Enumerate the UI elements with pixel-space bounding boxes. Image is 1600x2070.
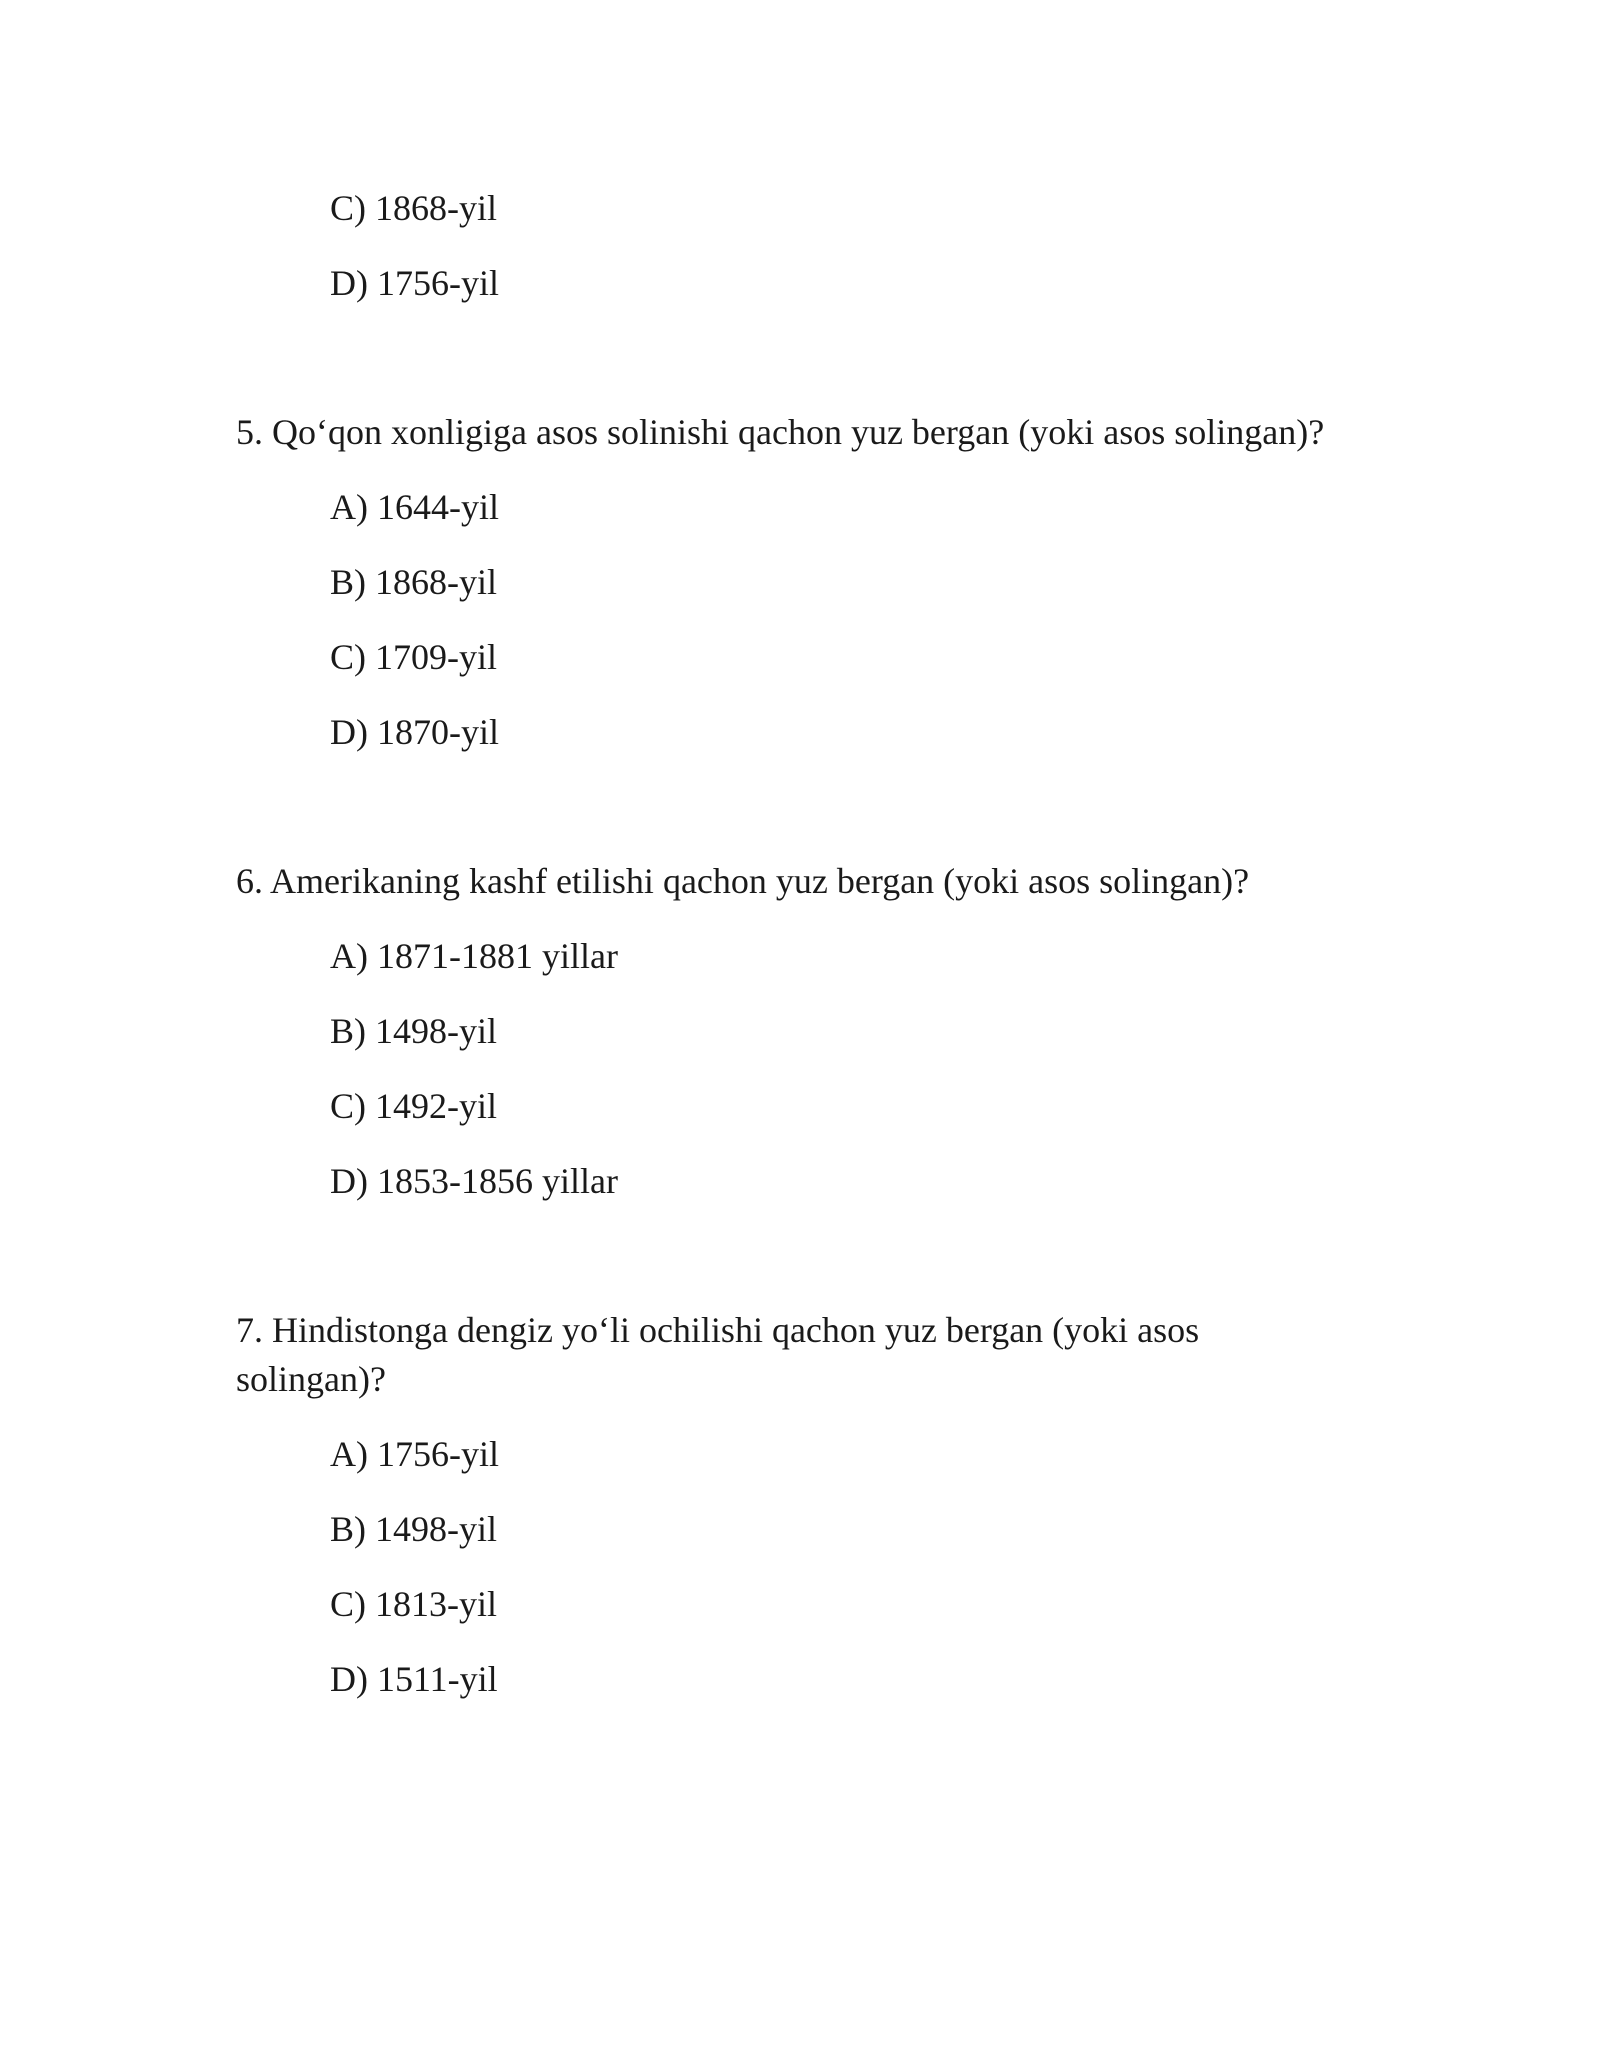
answer-option: B) 1498-yil xyxy=(330,1509,497,1549)
answer-option: C) 1868-yil xyxy=(330,188,497,228)
question-text: 7. Hindistonga dengiz yo‘li ochilishi qachon yuz bergan (yoki asos xyxy=(236,1310,1200,1350)
question-text: 6. Amerikaning kashf etilishi qachon yuz bergan (yoki asos solingan)? xyxy=(236,861,1250,901)
answer-option: A) 1871-1881 yillar xyxy=(330,936,618,976)
answer-option: C) 1492-yil xyxy=(330,1086,497,1126)
answer-option: D) 1756-yil xyxy=(330,263,499,303)
answer-option: A) 1756-yil xyxy=(330,1434,499,1474)
answer-option: C) 1709-yil xyxy=(330,637,497,677)
answer-option: C) 1813-yil xyxy=(330,1584,497,1624)
answer-option: B) 1498-yil xyxy=(330,1011,497,1051)
answer-option: D) 1870-yil xyxy=(330,712,499,752)
question-text: 5. Qo‘qon xonligiga asos solinishi qachon yuz bergan (yoki asos solingan)? xyxy=(236,412,1325,452)
answer-option: D) 1853-1856 yillar xyxy=(330,1161,618,1201)
answer-option: D) 1511-yil xyxy=(330,1659,498,1699)
question-text-continued: solingan)? xyxy=(236,1359,386,1399)
answer-option: A) 1644-yil xyxy=(330,487,499,527)
answer-option: B) 1868-yil xyxy=(330,562,497,602)
